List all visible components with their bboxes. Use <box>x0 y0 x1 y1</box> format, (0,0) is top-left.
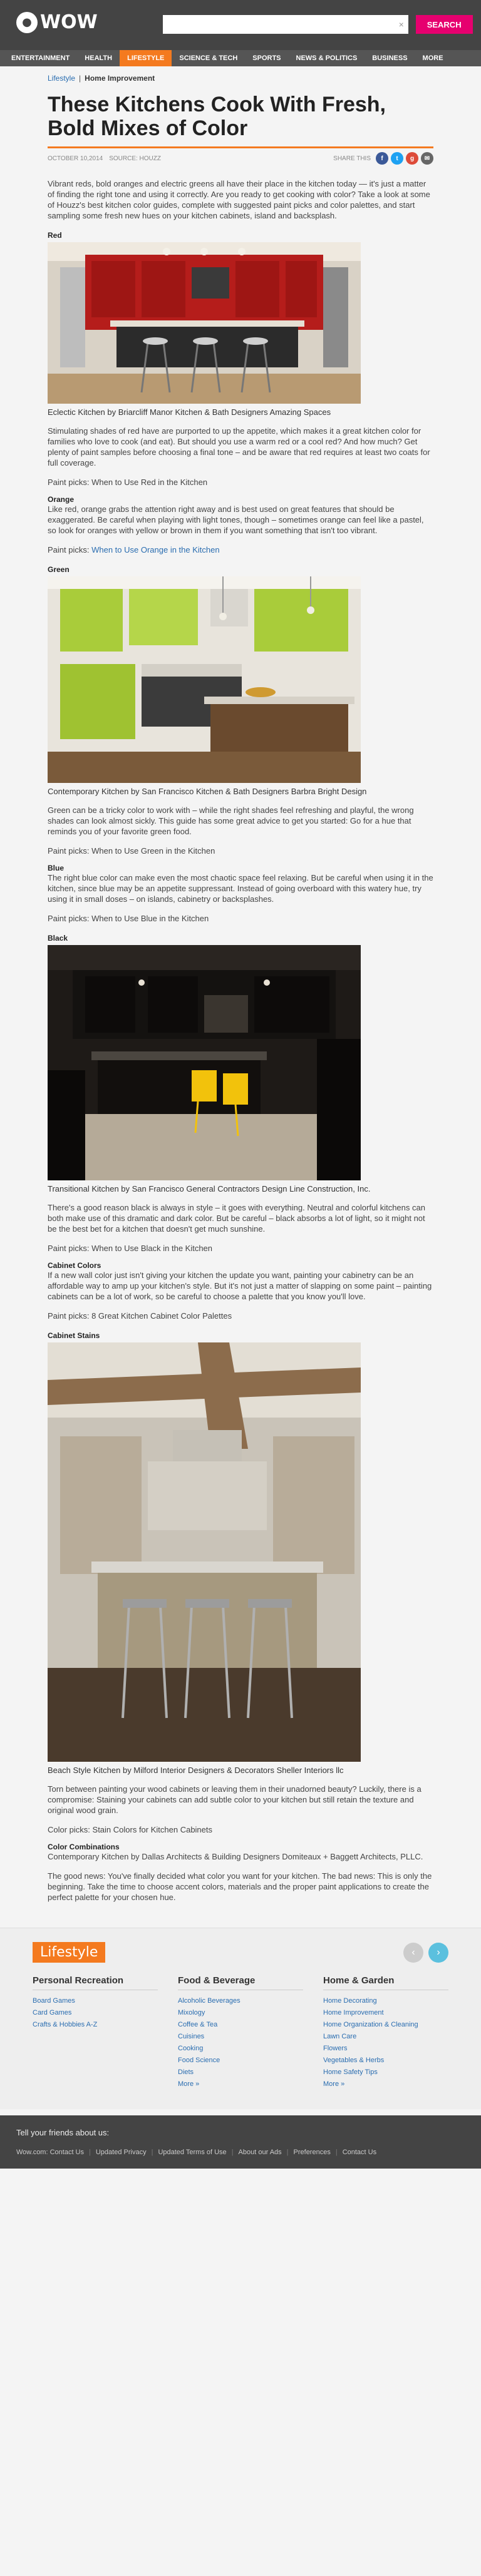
logo-mark-icon: ● <box>16 12 38 33</box>
nav-item-lifestyle[interactable]: LIFESTYLE <box>120 50 172 66</box>
article-intro: Vibrant reds, bold oranges and electric greens all have their place in the kitchen today — it's just a matter of finding the right tone and using it correctly. Are you ready to get cooking with color? Take a look at some of Houzz's best kitchen color guides, complete with suggested paint picks and color palettes, and start sampling some fresh new hues on your kitchen cabinets, island and backsplash. <box>48 179 430 220</box>
email-icon[interactable]: ✉ <box>421 152 433 165</box>
main-nav <box>0 50 481 66</box>
lifestyle-link[interactable]: Lawn Care <box>323 2033 357 2040</box>
paragraph-cabinet-colors: If a new wall color just isn't giving your kitchen the update you want, painting your cabinetry can be an affordable way to amp up your kitchen's style. But it's not just a matter of slapping on some paint – painting cabinets can be a lot of work, so be careful to choose a palette that you know you'll love. <box>48 1270 432 1301</box>
search-bar <box>163 15 473 34</box>
lifestyle-link[interactable]: Home Organization & Cleaning <box>323 2021 418 2028</box>
footer-separator: | <box>231 2149 234 2156</box>
lifestyle-link[interactable]: Home Decorating <box>323 1997 377 2005</box>
lifestyle-link[interactable]: Diets <box>178 2068 194 2076</box>
lifestyle-link[interactable]: Vegetables & Herbs <box>323 2057 385 2064</box>
nav-item-sports[interactable]: SPORTS <box>252 54 281 62</box>
lifestyle-link[interactable]: Home Improvement <box>323 2009 384 2016</box>
article-date: OCTOBER 10,2014 <box>48 155 103 162</box>
search-button[interactable]: SEARCH <box>416 15 473 34</box>
footer-link[interactable]: Preferences <box>293 2149 331 2156</box>
section-heading-blue: Blue <box>48 864 65 872</box>
site-logo[interactable] <box>16 11 98 33</box>
lifestyle-link[interactable]: Home Safety Tips <box>323 2068 378 2076</box>
section-heading-green: Green <box>48 565 70 574</box>
google-plus-icon[interactable]: g <box>406 152 418 165</box>
paragraph-black: There's a good reason black is always in style – it goes with everything. Neutral and colorful kitchens can both make use of this dramatic and dark color. But be careful – black absorbs a lot of light, so it might not be the best bet for a kitchen that doesn't get much sunshine. <box>48 1203 425 1234</box>
lifestyle-link[interactable]: Flowers <box>323 2045 348 2052</box>
paint-picks-red: Paint picks: When to Use Red in the Kitchen <box>48 478 208 487</box>
search-input[interactable] <box>163 15 395 34</box>
nav-item-science-tech[interactable]: SCIENCE & TECH <box>179 54 238 62</box>
lifestyle-column-title: Home & Garden <box>323 1975 448 1990</box>
lifestyle-columns <box>33 1975 448 2090</box>
tell-friends: Tell your friends about us: <box>16 2128 110 2137</box>
article-source: SOURCE: HOUZZ <box>109 155 161 162</box>
paint-picks-cabinet-stains: Color picks: Stain Colors for Kitchen Cabinets <box>48 1825 213 1834</box>
twitter-icon[interactable]: t <box>391 152 403 165</box>
footer-separator: | <box>89 2149 91 2156</box>
lifestyle-column <box>178 1975 303 2090</box>
paint-picks-blue: Paint picks: When to Use Blue in the Kitchen <box>48 914 209 923</box>
caption-green: Contemporary Kitchen by San Francisco Kitchen & Bath Designers Barbra Bright Design <box>48 787 367 796</box>
caption-red: Eclectic Kitchen by Briarcliff Manor Kitchen & Bath Designers Amazing Spaces <box>48 407 331 417</box>
section-heading-black: Black <box>48 934 68 943</box>
paragraph-green: Green can be a tricky color to work with – while the right shades feel refreshing and playful, the wrong shades can look almost sickly. This guide has some great advice to get you started: Go for a hue that reminds you of your favorite green food. <box>48 805 414 836</box>
caption-cabinet-stains: Beach Style Kitchen by Milford Interior Designers & Decorators Sheller Interiors llc <box>48 1766 344 1775</box>
breadcrumb-separator: | <box>79 74 81 83</box>
lifestyle-link[interactable]: Food Science <box>178 2057 220 2064</box>
footer-separator: | <box>335 2149 338 2156</box>
section-heading-red: Red <box>48 231 62 240</box>
photo-stained-kitchen <box>48 1342 361 1762</box>
next-arrow-icon[interactable]: › <box>428 1943 448 1963</box>
footer-separator: | <box>151 2149 153 2156</box>
paint-picks-black: Paint picks: When to Use Black in the Kitchen <box>48 1244 213 1253</box>
paint-picks-orange-prefix: Paint picks: <box>48 545 92 555</box>
lifestyle-column-title: Food & Beverage <box>178 1975 303 1990</box>
caption-black: Transitional Kitchen by San Francisco General Contractors Design Line Construction, Inc. <box>48 1184 371 1193</box>
nav-item-news-politics[interactable]: NEWS & POLITICS <box>296 54 358 62</box>
footer-link[interactable]: Updated Terms of Use <box>158 2149 227 2156</box>
paint-picks-green: Paint picks: When to Use Green in the Kitchen <box>48 846 215 856</box>
nav-item-health[interactable]: HEALTH <box>85 54 113 62</box>
photo-red-kitchen <box>48 242 361 404</box>
footer-link[interactable]: Updated Privacy <box>95 2149 147 2156</box>
lifestyle-link[interactable]: Crafts & Hobbies A-Z <box>33 2021 98 2028</box>
facebook-icon[interactable]: f <box>376 152 388 165</box>
lifestyle-link[interactable]: Coffee & Tea <box>178 2021 218 2028</box>
lifestyle-link[interactable]: More » <box>178 2080 200 2088</box>
article-meta <box>48 152 433 165</box>
section-heading-cabinet-colors: Cabinet Colors <box>48 1261 101 1270</box>
search-clear-icon[interactable]: × <box>395 15 408 34</box>
paragraph-red: Stimulating shades of red have are purported to up the appetite, which makes it a great kitchen color for families who love to cook (and eat). But should you use a warm red or a cool red? And how much? Get plenty of paint samples before choosing a final tone – and be aware that red requires at least two coats for full coverage. <box>48 426 430 468</box>
breadcrumb <box>21 74 460 83</box>
breadcrumb-current: Home Improvement <box>85 74 155 83</box>
section-heading-color-combinations: Color Combinations <box>48 1843 120 1851</box>
lifestyle-link[interactable]: Board Games <box>33 1997 75 2005</box>
lifestyle-badge: Lifestyle <box>33 1942 105 1963</box>
site-footer <box>0 2115 481 2169</box>
lifestyle-link[interactable]: Cuisines <box>178 2033 205 2040</box>
top-header <box>0 0 481 50</box>
footer-link[interactable]: Wow.com: Contact Us <box>16 2149 84 2156</box>
paragraph-blue: The right blue color can make even the most chaotic space feel relaxing. But be careful when using it in the kitchen, since blue may be an appetite suppressant. Instead of going overboard with this watery hue, try using it in small doses – on islands, cabinetry or backsplashes. <box>48 873 433 904</box>
paint-picks-orange-link[interactable]: When to Use Orange in the Kitchen <box>91 545 220 555</box>
section-heading-orange: Orange <box>48 495 75 504</box>
paragraph-cabinet-stains: Torn between painting your wood cabinets or leaving them in their unadorned beauty? Luckily, there is a compromise: Staining your cabinets can add subtle color to your kitchen but still retain the texture and original wood grain. <box>48 1784 422 1815</box>
paint-picks-cabinet-colors: Paint picks: 8 Great Kitchen Cabinet Color Palettes <box>48 1311 232 1321</box>
nav-item-business[interactable]: BUSINESS <box>372 54 408 62</box>
lifestyle-link[interactable]: Cooking <box>178 2045 204 2052</box>
lifestyle-column-title: Personal Recreation <box>33 1975 158 1990</box>
section-heading-cabinet-stains: Cabinet Stains <box>48 1331 100 1340</box>
lifestyle-column <box>33 1975 158 2090</box>
nav-item-more[interactable]: MORE <box>422 54 443 62</box>
breadcrumb-lifestyle[interactable]: Lifestyle <box>48 74 76 83</box>
logo-text: WOW <box>40 11 98 33</box>
page-title: These Kitchens Cook With Fresh, Bold Mixes of Color <box>48 93 433 148</box>
lifestyle-section <box>0 1928 481 2109</box>
footer-link[interactable]: Contact Us <box>342 2149 377 2156</box>
paragraph-color-combinations: Contemporary Kitchen by Dallas Architects & Building Designers Domiteaux + Baggett Architects, PLLC. <box>48 1852 423 1861</box>
lifestyle-link[interactable]: Alcoholic Beverages <box>178 1997 240 2005</box>
lifestyle-link[interactable]: More » <box>323 2080 345 2088</box>
paragraph-closing: The good news: You've finally decided what color you want for your kitchen. The bad news: This is only the beginning. Take the time to choose accent colors, materials and the proper paint applications to create the perfect palette for your chosen hue. <box>48 1871 432 1902</box>
lifestyle-link[interactable]: Card Games <box>33 2009 72 2016</box>
article <box>21 93 460 1903</box>
lifestyle-link[interactable]: Mixology <box>178 2009 205 2016</box>
previous-arrow-icon[interactable]: ‹ <box>403 1943 423 1963</box>
main-content <box>21 66 460 1903</box>
footer-separator: | <box>286 2149 289 2156</box>
photo-black-kitchen <box>48 945 361 1180</box>
nav-item-entertainment[interactable]: ENTERTAINMENT <box>11 54 70 62</box>
share-bar <box>333 152 433 165</box>
footer-link[interactable]: About our Ads <box>238 2149 282 2156</box>
lifestyle-column <box>323 1975 448 2090</box>
paragraph-orange: Like red, orange grabs the attention right away and is best used on great features that should be exaggerated. Be careful when playing with light tones, though – sometimes orange can feel like a pastel, so look for oranges with yellow or brown in them if you want something that isn't too vibrant. <box>48 504 424 535</box>
footer-links <box>16 2149 465 2156</box>
photo-green-kitchen <box>48 576 361 783</box>
paint-picks-orange <box>48 544 433 555</box>
share-label: SHARE THIS <box>333 155 371 162</box>
